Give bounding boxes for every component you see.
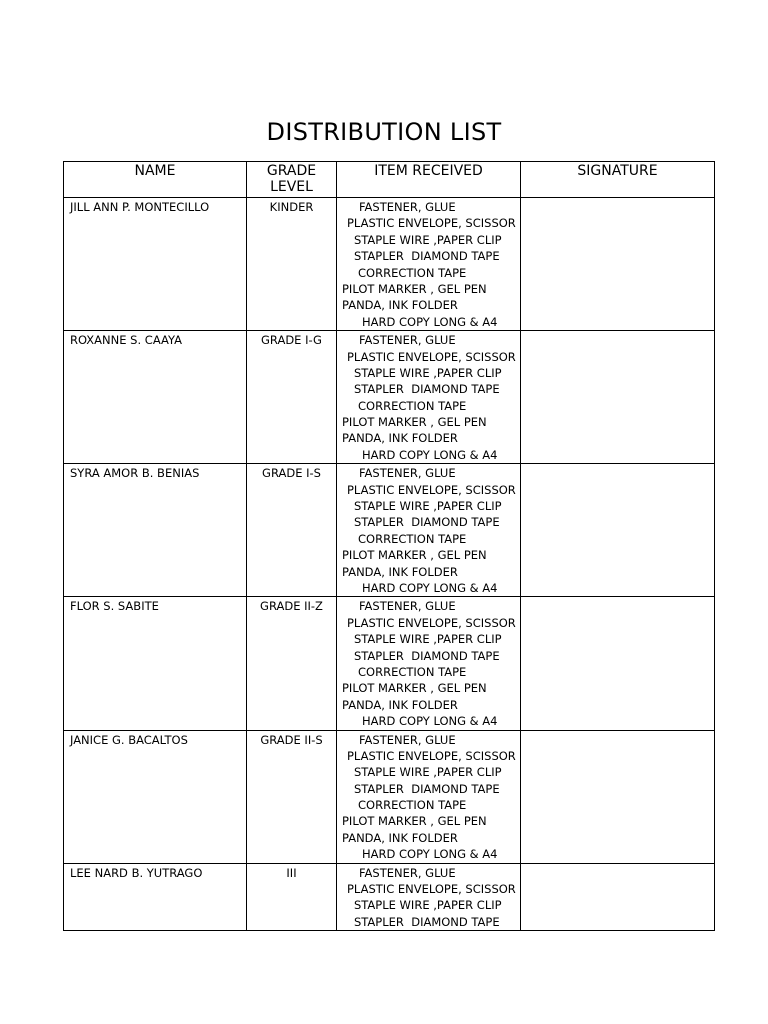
items-received (337, 597, 521, 730)
item-line: PLASTIC ENVELOPE, SCISSOR (347, 216, 516, 231)
item-line: FASTENER, GLUE (359, 200, 456, 214)
items-received (337, 331, 521, 464)
page-title: DISTRIBUTION LIST (266, 118, 502, 146)
item-line: PLASTIC ENVELOPE, SCISSOR (347, 882, 516, 897)
item-line: PLASTIC ENVELOPE, SCISSOR (347, 615, 516, 630)
header-item-received: ITEM RECEIVED (337, 162, 521, 198)
item-line: PANDA, INK FOLDER (342, 830, 458, 845)
header-signature: SIGNATURE (521, 162, 715, 198)
table-row (64, 863, 715, 931)
item-line: CORRECTION TAPE (358, 265, 467, 280)
item-line: HARD COPY LONG & A4 (362, 314, 498, 329)
item-line: PILOT MARKER , GEL PEN (342, 281, 487, 296)
signature-cell[interactable] (521, 863, 715, 931)
recipient-name: JILL ANN P. MONTECILLO (64, 198, 247, 331)
signature-cell[interactable] (521, 331, 715, 464)
item-line: STAPLE WIRE ,PAPER CLIP (354, 499, 502, 514)
table-header-row (64, 162, 715, 198)
item-line: STAPLE WIRE ,PAPER CLIP (354, 232, 502, 247)
signature-cell[interactable] (521, 464, 715, 597)
item-line: STAPLER DIAMOND TAPE (354, 648, 500, 663)
item-line: STAPLER DIAMOND TAPE (354, 515, 500, 530)
signature-cell[interactable] (521, 198, 715, 331)
item-line: PLASTIC ENVELOPE, SCISSOR (347, 482, 516, 497)
item-line: STAPLER DIAMOND TAPE (354, 914, 500, 929)
item-line: FASTENER, GLUE (359, 865, 456, 880)
recipient-name: LEE NARD B. YUTRAGO (64, 863, 247, 931)
grade-level: III (247, 863, 337, 931)
recipient-name: SYRA AMOR B. BENIAS (64, 464, 247, 597)
grade-level: KINDER (247, 198, 337, 331)
recipient-name: FLOR S. SABITE (64, 597, 247, 730)
table-body (64, 198, 715, 931)
item-line: PANDA, INK FOLDER (342, 431, 458, 446)
item-line: PANDA, INK FOLDER (342, 564, 458, 579)
grade-level: GRADE II-Z (247, 597, 337, 730)
grade-level: GRADE I-G (247, 331, 337, 464)
items-received (337, 464, 521, 597)
item-line: STAPLE WIRE ,PAPER CLIP (354, 632, 502, 647)
table-row (64, 198, 715, 331)
item-line: HARD COPY LONG & A4 (362, 580, 498, 595)
table-row (64, 597, 715, 730)
item-line: PANDA, INK FOLDER (342, 298, 458, 313)
item-line: STAPLE WIRE ,PAPER CLIP (354, 365, 502, 380)
item-line: FASTENER, GLUE (359, 333, 456, 348)
item-line: STAPLER DIAMOND TAPE (354, 382, 500, 397)
table-row (64, 464, 715, 597)
item-line: CORRECTION TAPE (358, 664, 467, 679)
item-line: FASTENER, GLUE (359, 466, 456, 481)
table-row (64, 730, 715, 863)
item-line: PILOT MARKER , GEL PEN (342, 681, 487, 696)
item-line: HARD COPY LONG & A4 (362, 447, 498, 462)
item-line: FASTENER, GLUE (359, 732, 456, 747)
item-line: CORRECTION TAPE (358, 531, 467, 546)
item-line: STAPLER DIAMOND TAPE (354, 249, 500, 264)
recipient-name: ROXANNE S. CAAYA (64, 331, 247, 464)
item-line: STAPLE WIRE ,PAPER CLIP (354, 765, 502, 780)
item-line: PLASTIC ENVELOPE, SCISSOR (347, 748, 516, 763)
grade-level: GRADE I-S (247, 464, 337, 597)
items-received (337, 730, 521, 863)
item-line: FASTENER, GLUE (359, 599, 456, 614)
signature-cell[interactable] (521, 730, 715, 863)
items-received (337, 863, 521, 931)
item-line: PILOT MARKER , GEL PEN (342, 415, 487, 430)
table-row (64, 331, 715, 464)
items-received (337, 198, 521, 331)
item-line: CORRECTION TAPE (358, 798, 467, 813)
item-line: HARD COPY LONG & A4 (362, 714, 498, 729)
item-line: PILOT MARKER , GEL PEN (342, 548, 487, 563)
item-line: PILOT MARKER , GEL PEN (342, 814, 487, 829)
recipient-name: JANICE G. BACALTOS (64, 730, 247, 863)
grade-level: GRADE II-S (247, 730, 337, 863)
signature-cell[interactable] (521, 597, 715, 730)
header-grade-level: GRADE LEVEL (247, 162, 337, 198)
distribution-table (63, 161, 715, 931)
item-line: CORRECTION TAPE (358, 398, 467, 413)
header-name: NAME (64, 162, 247, 198)
item-line: STAPLE WIRE ,PAPER CLIP (354, 898, 502, 913)
item-line: HARD COPY LONG & A4 (362, 847, 498, 862)
item-line: PLASTIC ENVELOPE, SCISSOR (347, 349, 516, 364)
item-line: STAPLER DIAMOND TAPE (354, 781, 500, 796)
item-line: PANDA, INK FOLDER (342, 697, 458, 712)
